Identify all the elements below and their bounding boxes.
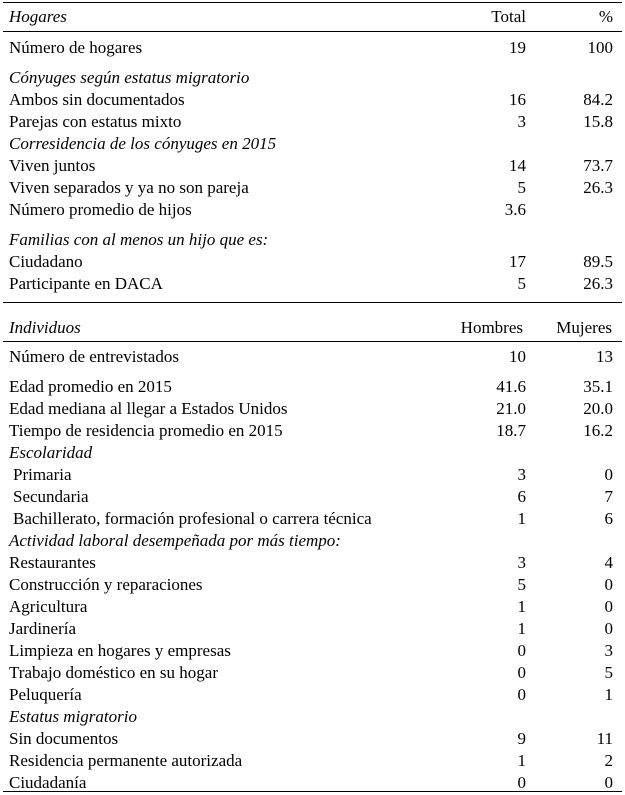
- row-label: Participante en DACA: [9, 274, 163, 293]
- row-mujeres: 7: [604, 487, 613, 506]
- table-row: [0, 466, 625, 486]
- row-hombres: 5: [517, 575, 526, 594]
- table-row: [0, 554, 625, 574]
- table-header-individuos: [0, 319, 625, 339]
- table-row: [0, 422, 625, 442]
- table-row: [0, 348, 625, 368]
- table-row: [0, 642, 625, 662]
- row-mujeres: 35.1: [583, 377, 613, 396]
- row-total: 19: [509, 38, 526, 57]
- row-total: 5: [517, 274, 526, 293]
- row-mujeres: 16.2: [583, 421, 613, 440]
- row-hombres: 1: [517, 751, 526, 770]
- row-hombres: 10: [509, 347, 526, 366]
- row-mujeres: 11: [596, 729, 613, 748]
- table-header-hogares: [0, 8, 625, 28]
- row-label: Número de hogares: [9, 38, 143, 57]
- table-row: [0, 488, 625, 508]
- row-pct: 26.3: [583, 274, 613, 293]
- row-mujeres: 0: [604, 575, 613, 594]
- row-total: 3: [517, 112, 526, 131]
- table-row: [0, 752, 625, 772]
- row-pct: 73.7: [583, 156, 613, 175]
- header-rule: [3, 31, 622, 32]
- section-heading: [0, 231, 625, 251]
- section-heading: [0, 135, 625, 155]
- row-mujeres: 3: [604, 641, 613, 660]
- row-label: Agricultura: [9, 597, 88, 616]
- row-label: Edad promedio en 2015: [9, 377, 172, 396]
- row-mujeres: 5: [604, 663, 613, 682]
- table-row: [0, 275, 625, 295]
- table-row: [0, 157, 625, 177]
- heading-text: Escolaridad: [9, 443, 93, 462]
- row-label: Sin documentos: [9, 729, 119, 748]
- section-heading: [0, 532, 625, 552]
- row-hombres: 1: [517, 597, 526, 616]
- row-label: Tiempo de residencia promedio en 2015: [9, 421, 283, 440]
- row-total: 14: [509, 156, 526, 175]
- row-mujeres: 4: [604, 553, 613, 572]
- table-row: [0, 91, 625, 111]
- row-label: Peluquería: [9, 685, 82, 704]
- heading-text: Familias con al menos un hijo que es:: [9, 230, 269, 249]
- row-mujeres: 0: [604, 773, 613, 792]
- row-total: 16: [509, 90, 526, 109]
- heading-text: Actividad laboral desempeñada por más tiempo:: [9, 531, 341, 550]
- section-heading: [0, 444, 625, 464]
- row-label: Trabajo doméstico en su hogar: [9, 663, 219, 682]
- row-label: Bachillerato, formación profesional o carrera técnica: [13, 509, 372, 528]
- header-col-total: Total: [491, 7, 526, 26]
- row-label: Edad mediana al llegar a Estados Unidos: [9, 399, 288, 418]
- table-row: [0, 730, 625, 750]
- row-pct: 15.8: [583, 112, 613, 131]
- header-col-hombres: Hombres: [460, 318, 523, 337]
- header-label: Hogares: [9, 7, 67, 26]
- row-pct: 26.3: [583, 178, 613, 197]
- row-hombres: 6: [517, 487, 526, 506]
- table-row: [0, 201, 625, 221]
- top-rule: [3, 2, 622, 3]
- row-pct: 84.2: [583, 90, 613, 109]
- table-row: [0, 576, 625, 596]
- row-hombres: 21.0: [496, 399, 526, 418]
- row-label: Restaurantes: [9, 553, 96, 572]
- section-rule: [3, 302, 622, 303]
- header-rule: [3, 341, 622, 342]
- row-hombres: 1: [517, 619, 526, 638]
- row-total: 5: [517, 178, 526, 197]
- row-hombres: 0: [517, 663, 526, 682]
- row-mujeres: 6: [604, 509, 613, 528]
- table-row: [0, 664, 625, 684]
- row-label: Viven juntos: [9, 156, 96, 175]
- row-mujeres: 2: [604, 751, 613, 770]
- row-pct: 100: [587, 38, 613, 57]
- header-label: Individuos: [9, 318, 81, 337]
- row-hombres: 9: [517, 729, 526, 748]
- row-label: Número promedio de hijos: [9, 200, 192, 219]
- row-hombres: 18.7: [496, 421, 526, 440]
- heading-text: Corresidencia de los cónyuges en 2015: [9, 134, 277, 153]
- table-row: [0, 378, 625, 398]
- row-label: Construcción y reparaciones: [9, 575, 203, 594]
- section-heading: [0, 708, 625, 728]
- table-row: [0, 113, 625, 133]
- row-hombres: 0: [517, 685, 526, 704]
- table-row: [0, 179, 625, 199]
- table-row: [0, 39, 625, 59]
- row-mujeres: 1: [604, 685, 613, 704]
- table-row: [0, 510, 625, 530]
- table-row: [0, 620, 625, 640]
- heading-text: Cónyuges según estatus migratorio: [9, 68, 250, 87]
- row-mujeres: 0: [604, 597, 613, 616]
- heading-text: Estatus migratorio: [9, 707, 137, 726]
- row-mujeres: 13: [596, 347, 613, 366]
- row-label: Ciudadanía: [9, 773, 87, 792]
- row-hombres: 3: [517, 465, 526, 484]
- row-mujeres: 0: [604, 619, 613, 638]
- row-hombres: 41.6: [496, 377, 526, 396]
- row-label: Primaria: [13, 465, 72, 484]
- row-label: Jardinería: [9, 619, 77, 638]
- row-label: Viven separados y ya no son pareja: [9, 178, 249, 197]
- row-label: Limpieza en hogares y empresas: [9, 641, 231, 660]
- row-mujeres: 0: [604, 465, 613, 484]
- row-hombres: 3: [517, 553, 526, 572]
- table-row: [0, 686, 625, 706]
- row-pct: 89.5: [583, 252, 613, 271]
- table-row: [0, 253, 625, 273]
- row-mujeres: 20.0: [583, 399, 613, 418]
- row-hombres: 1: [517, 509, 526, 528]
- section-heading: [0, 69, 625, 89]
- bottom-rule: [3, 791, 622, 792]
- row-label: Ciudadano: [9, 252, 83, 271]
- row-hombres: 0: [517, 641, 526, 660]
- row-total: 3.6: [504, 200, 526, 219]
- header-col-mujeres: Mujeres: [556, 318, 612, 337]
- row-label: Ambos sin documentados: [9, 90, 185, 109]
- row-hombres: 0: [517, 773, 526, 792]
- table-row: [0, 400, 625, 420]
- table-row: [0, 598, 625, 618]
- row-total: 17: [509, 252, 526, 271]
- row-label: Secundaria: [13, 487, 89, 506]
- row-label: Parejas con estatus mixto: [9, 112, 182, 131]
- header-col-pct: %: [598, 7, 613, 26]
- row-label: Número de entrevistados: [9, 347, 179, 366]
- row-label: Residencia permanente autorizada: [9, 751, 243, 770]
